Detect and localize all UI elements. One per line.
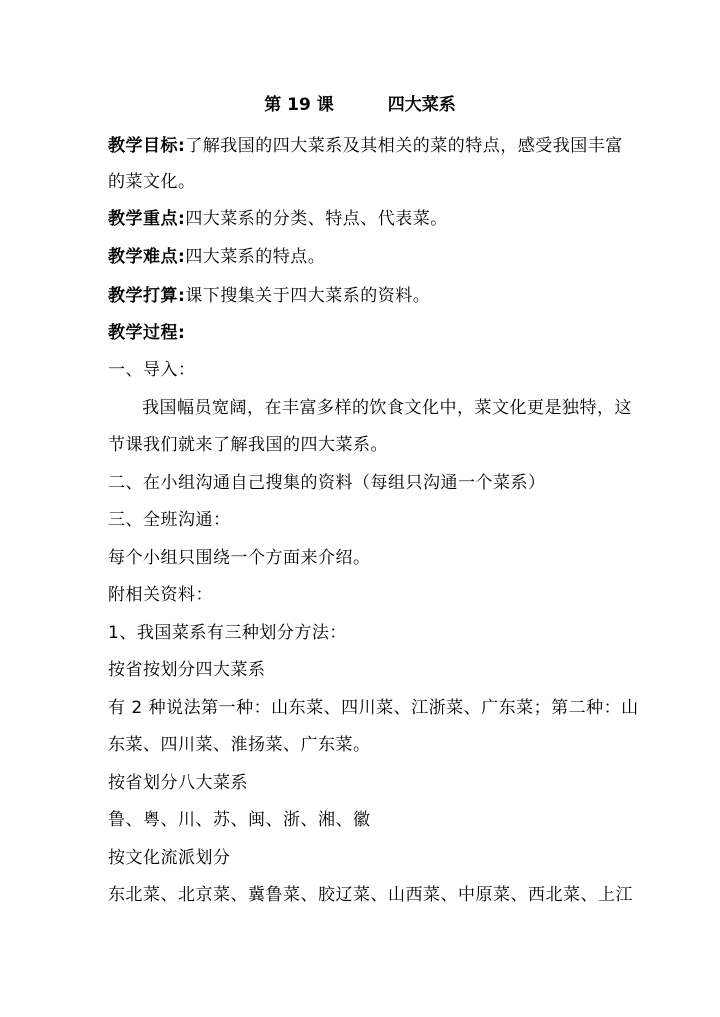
lesson-topic: 四大菜系: [387, 95, 456, 115]
difficulty-label: 教学难点:: [108, 247, 186, 267]
step-three-detail: 每个小组只围绕一个方面来介绍。: [108, 548, 371, 568]
appendix-label: 附相关资料：: [108, 585, 213, 605]
teaching-key-point: [108, 207, 618, 231]
method-one-line1: 有 2 种说法第一种：山东菜、四川菜、江浙菜、广东菜；第二种：山: [108, 698, 639, 718]
method-three-title: 按文化流派划分: [108, 848, 231, 868]
method-two-title: 按省划分八大菜系: [108, 773, 248, 793]
appendix-item-1: 1、我国菜系有三种划分方法：: [108, 623, 347, 643]
intro-paragraph-line1: 我国幅员宽阔，在丰富多样的饮食文化中，菜文化更是独特，这: [142, 398, 632, 418]
method-one-title: 按省按划分四大菜系: [108, 660, 266, 680]
key-point-label: 教学重点:: [108, 209, 186, 229]
difficulty-text: 四大菜系的特点。: [185, 247, 326, 267]
teaching-goal: [108, 134, 623, 158]
teaching-plan: [108, 284, 618, 308]
step-two-heading: 二、在小组沟通自己搜集的资料（每组只沟通一个菜系）: [108, 473, 546, 493]
plan-text: 课下搜集关于四大菜系的资料。: [185, 286, 431, 306]
intro-paragraph-line2: 节课我们就来了解我国的四大菜系。: [108, 435, 388, 455]
teaching-goal-text: 了解我国的四大菜系及其相关的菜的特点，感受我国丰富: [185, 136, 623, 156]
method-two-list: 鲁、粤、川、苏、闽、浙、湘、徽: [108, 810, 371, 830]
plan-label: 教学打算:: [108, 286, 186, 306]
lesson-number: 第 19 课: [264, 95, 334, 115]
step-three-heading: 三、全班沟通：: [108, 510, 231, 530]
teaching-goal-label: 教学目标:: [108, 136, 186, 156]
teaching-difficulty: [108, 245, 618, 269]
step-one-heading: 一、导入：: [108, 360, 196, 380]
lesson-title: [0, 93, 720, 117]
teaching-process-label: 教学过程:: [108, 323, 186, 343]
key-point-text: 四大菜系的分类、特点、代表菜。: [185, 209, 448, 229]
method-three-list: 东北菜、北京菜、冀鲁菜、胶辽菜、山西菜、中原菜、西北菜、上江: [108, 885, 633, 905]
teaching-goal-continued: 的菜文化。: [108, 172, 196, 192]
method-one-line2: 东菜、四川菜、淮扬菜、广东菜。: [108, 735, 371, 755]
